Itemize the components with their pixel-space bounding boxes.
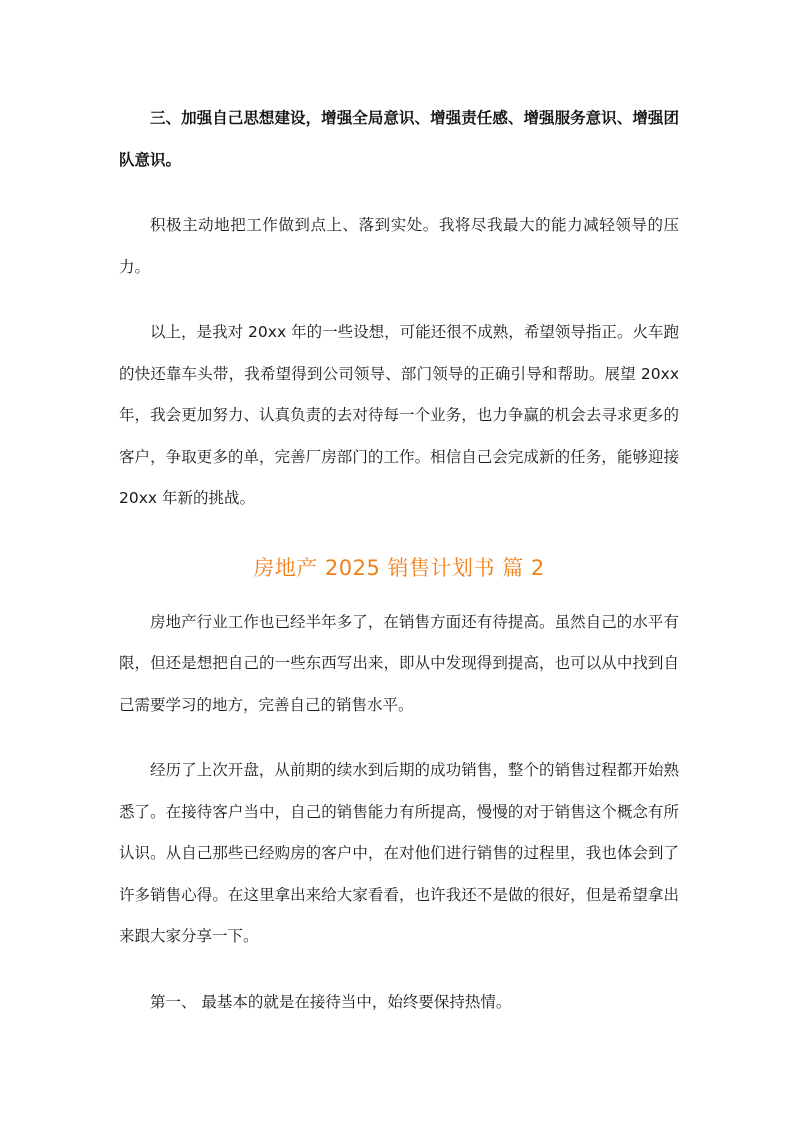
section-title: 房地产 2025 销售计划书 篇 2 — [253, 555, 545, 580]
paragraph: 积极主动地把工作做到点上、落到实处。我将尽我最大的能力减轻领导的压力。 — [119, 216, 679, 276]
paragraph: 以上，是我对 20xx 年的一些设想，可能还很不成熟，希望领导指正。火车跑的快还靠车头带，我希望得到公司领导、部门领导的正确引导和帮助。展望 20xx 年，我会更加努力、认真负责的去对待每一个业务，也力争赢的机会去寻求更多的客户，争取更多的单，完善厂房部门的工作。相信自己会完成新的任务，能够迎接 20xx 年新的挑战。 — [119, 323, 679, 507]
section-heading-three: 三、加强自己思想建设，增强全局意识、增强责任感、增强服务意识、增强团队意识。 — [119, 109, 679, 169]
paragraph: 经历了上次开盘，从前期的续水到后期的成功销售，整个的销售过程都开始熟悉了。在接待客户当中，自己的销售能力有所提高，慢慢的对于销售这个概念有所认识。从自己那些已经购房的客户中，在对他们进行销售的过程里，我也体会到了许多销售心得。在这里拿出来给大家看看，也许我还不是做的很好，但是希望拿出来跟大家分享一下。 — [119, 761, 679, 945]
document-body — [119, 98, 679, 1047]
paragraph: 房地产行业工作也已经半年多了，在销售方面还有待提高。虽然自己的水平有限，但还是想把自己的一些东西写出来，即从中发现得到提高，也可以从中找到自己需要学习的地方，完善自己的销售水平。 — [119, 612, 679, 714]
paragraph: 第一、 最基本的就是在接待当中，始终要保持热情。 — [150, 992, 512, 1011]
